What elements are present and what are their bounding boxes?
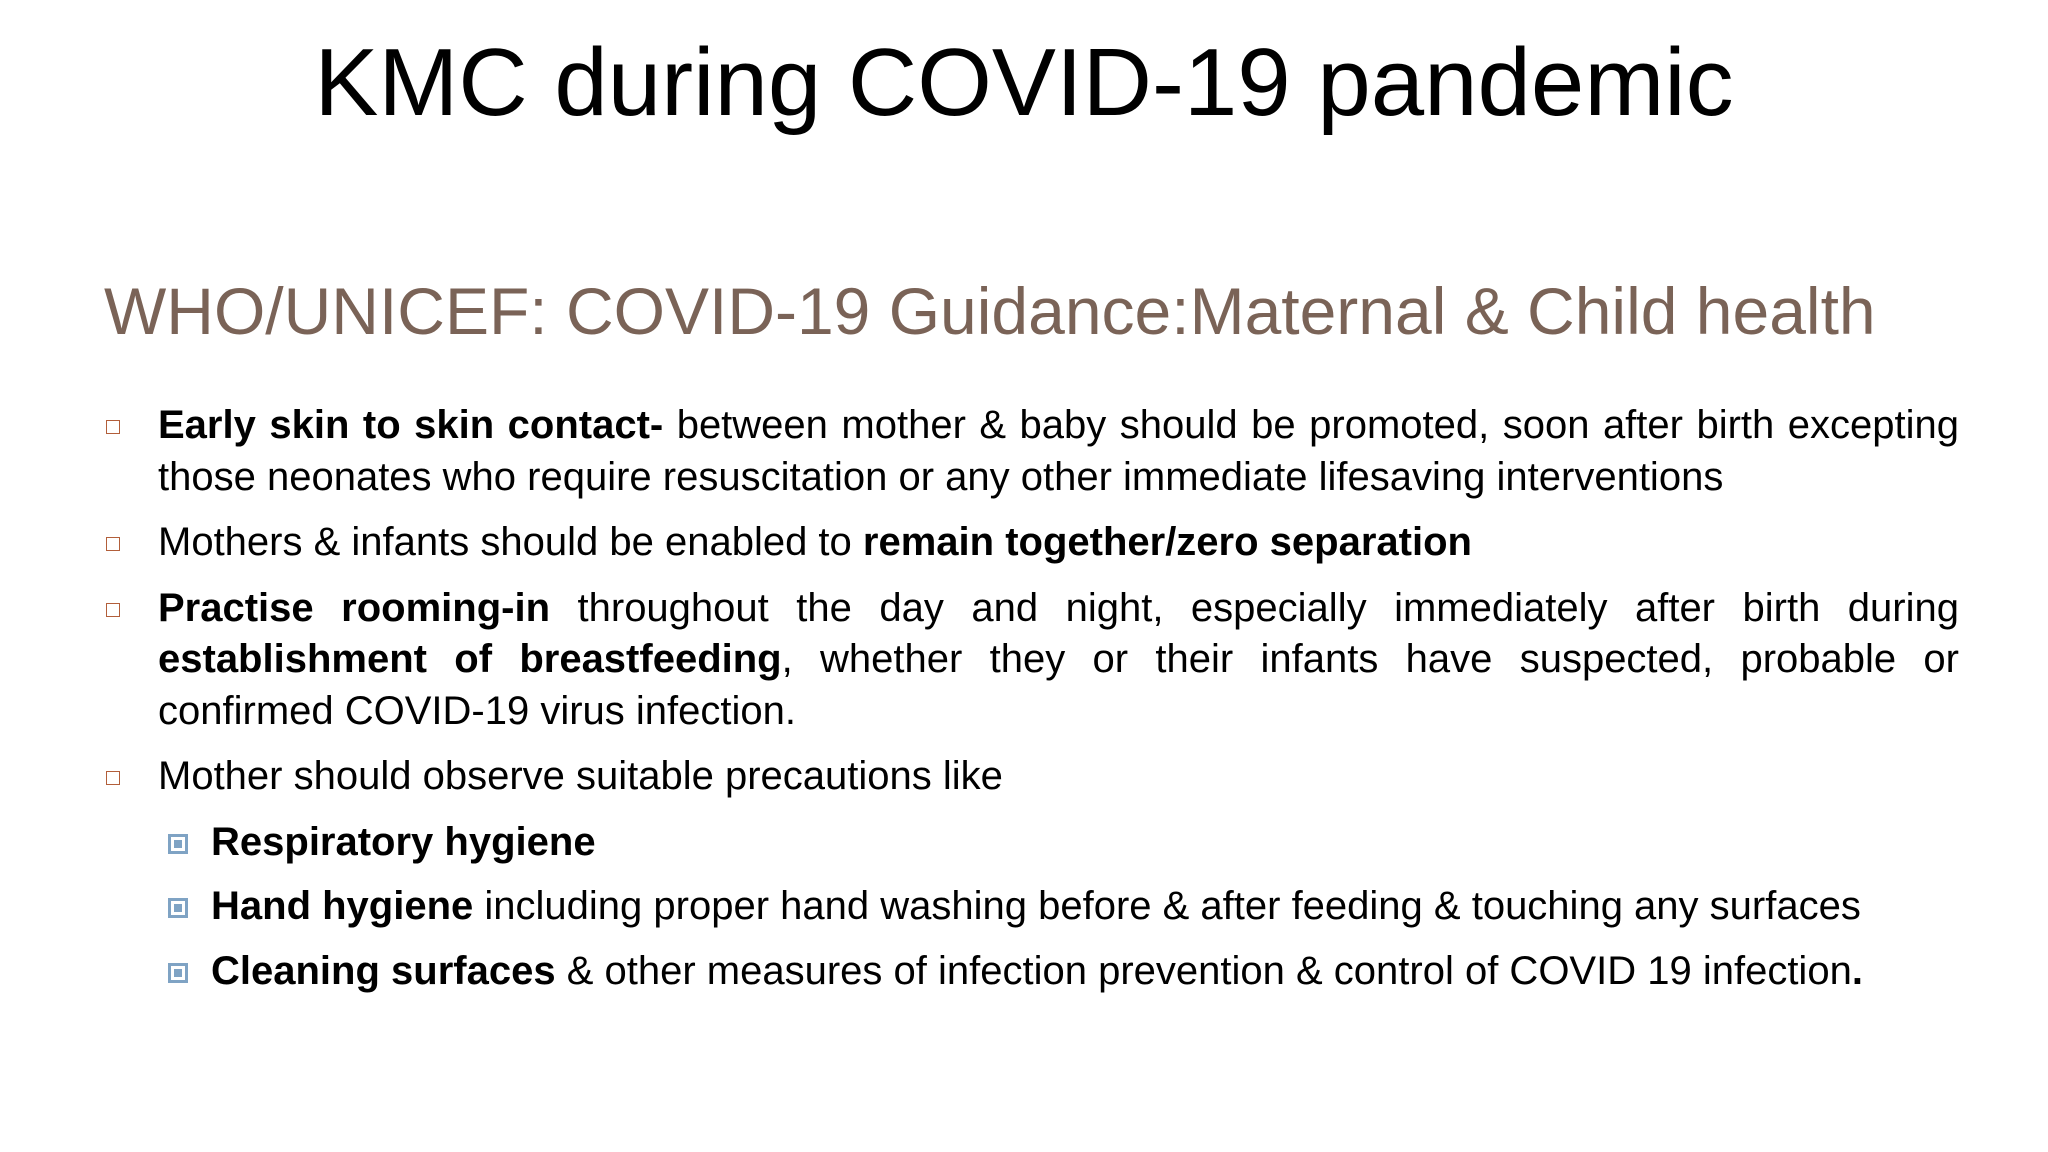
bullet-bold-text: Practise rooming-in <box>158 585 551 630</box>
square-sub-bullet-icon <box>168 898 188 918</box>
bullet-item <box>104 583 1959 738</box>
bullet-bold-text: establishment of breastfeeding <box>158 637 782 681</box>
sub-bullet-text: & other measures of infection prevention & control of COVID 19 infection <box>555 948 1852 993</box>
sub-bullet-item <box>104 881 1959 933</box>
sub-bullet-item <box>104 946 1959 998</box>
bullet-item <box>104 517 1959 569</box>
bullet-text: between mother & baby should be promoted, soon after birth excepting those neonates who require resuscitation or any other immediate lifesaving interventions <box>158 403 1959 499</box>
sub-bullet-bold-text: Hand hygiene <box>211 884 474 928</box>
bullet-item <box>104 400 1959 503</box>
square-bullet-icon <box>106 420 120 434</box>
square-bullet-icon <box>106 603 120 617</box>
square-bullet-icon <box>106 537 120 551</box>
square-sub-bullet-icon <box>168 834 188 854</box>
sub-bullet-bold-text: . <box>1851 948 1863 993</box>
bullet-item <box>104 751 1959 803</box>
bullet-text: throughout the day and night, especially immediately after birth during <box>550 585 1959 630</box>
slide-title: KMC during COVID-19 pandemic <box>314 29 1734 136</box>
square-bullet-icon <box>106 771 120 785</box>
square-sub-bullet-icon <box>168 963 188 983</box>
sub-bullet-bold-text: Respiratory hygiene <box>211 819 596 864</box>
bullet-text: Mothers & infants should be enabled to <box>158 520 863 564</box>
sub-bullet-item <box>104 817 1959 869</box>
sub-bullet-text: including proper hand washing before & after feeding & touching any surfaces <box>473 884 1861 928</box>
bullet-text: Mother should observe suitable precautions like <box>158 754 1003 798</box>
sub-bullet-bold-text: Cleaning surfaces <box>211 948 556 993</box>
bullet-list <box>104 400 1959 1010</box>
slide-subtitle: WHO/UNICEF: COVID-19 Guidance:Maternal & Child health <box>104 274 1876 348</box>
bullet-text: , whether they or their infants have suspected, probable or confirmed COVID-19 virus infection. <box>158 637 1960 733</box>
bullet-bold-text: remain together/zero separation <box>862 520 1472 564</box>
bullet-bold-text: Early skin to skin contact- <box>158 403 664 447</box>
